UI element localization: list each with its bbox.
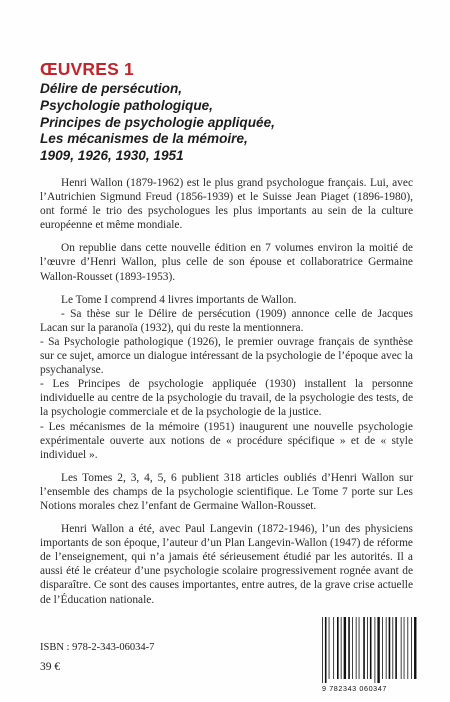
book-title: ŒUVRES 1 bbox=[40, 59, 134, 79]
barcode-image bbox=[320, 617, 420, 683]
price-text: 39 € bbox=[40, 661, 61, 673]
blurb-text bbox=[40, 176, 413, 607]
list-item-principes: - Les Principes de psychologie appliquée (1930) installent la personne individuelle au centre de la psychologie du travail, de la psychologie des tests, de la psychologie commerciale et de la psychologie de la justice. bbox=[40, 378, 413, 419]
subtitle-line: Délire de persécution, bbox=[40, 81, 183, 96]
paragraph-intro: Henri Wallon (1879-1962) est le plus grand psychologue français. Lui, avec l’Autrichien Sigmund Freud (1856-1939) et le Suisse Jean Piaget (1896-1980), ont formé le trio des psychologues les plus importants au sein de la culture européenne et même mondiale. bbox=[40, 177, 413, 232]
subtitle-line: Principes de psychologie appliquée, bbox=[40, 114, 275, 130]
paragraph-langevin: Henri Wallon a été, avec Paul Langevin (1872-1946), l’un des physiciens importants de son époque, l’auteur d’un Plan Langevin-Wallon (1947) de réforme de l’enseignement, qui n’a jamais été sérieusement étudié par les autorités. Il a aussi été le créateur d’une psychologie scolaire progressivement rognée avant de disparaître. Ce sont des causes importantes, entre autres, de la grave crise actuelle de l’Éducation nationale. bbox=[40, 523, 413, 606]
list-item-delire: - Sa thèse sur le Délire de persécution (1909) annonce celle de Jacques Lacan sur la paranoïa (1932), qui du reste la mentionnera. bbox=[40, 307, 413, 334]
list-item-memoire: - Les mécanismes de la mémoire (1951) inaugurent une nouvelle psychologie expérimentale ouverte aux notions de « procédure spécifique » et de « style individuel ». bbox=[40, 420, 413, 461]
isbn-text: ISBN : 978-2-343-06034-7 bbox=[40, 642, 155, 653]
paragraph-tomes: Les Tomes 2, 3, 4, 5, 6 publient 318 articles oubliés d’Henri Wallon sur l’ensemble des champs de la psychologie scientifique. Le Tome 7 porte sur Les Notions morales chez l’enfant de Germaine Wallon-Rousset. bbox=[40, 471, 413, 512]
subtitle-line: Les mécanismes de la mémoire, bbox=[40, 131, 248, 147]
barcode-digits: 9 782343 060347 bbox=[322, 684, 387, 693]
subtitle-years: 1909, 1926, 1930, 1951 bbox=[40, 148, 184, 164]
paragraph-edition: On republie dans cette nouvelle édition en 7 volumes environ la moitié de l’œuvre d’Henri Wallon, plus celle de son épouse et collaboratrice Germaine Wallon-Rousset (1893-1953). bbox=[40, 242, 413, 283]
subtitle-line: Psychologie pathologique, bbox=[40, 97, 213, 113]
subtitle-block bbox=[40, 81, 275, 165]
paragraph-tome1-intro: Le Tome I comprend 4 livres importants de Wallon. bbox=[61, 293, 297, 306]
list-item-psychologie-pathologique: - Sa Psychologie pathologique (1926), le premier ouvrage français de synthèse sur ce sujet, amorce un dialogue intéressant de la psychologie de l’époque avec la psychanalyse. bbox=[40, 335, 413, 377]
